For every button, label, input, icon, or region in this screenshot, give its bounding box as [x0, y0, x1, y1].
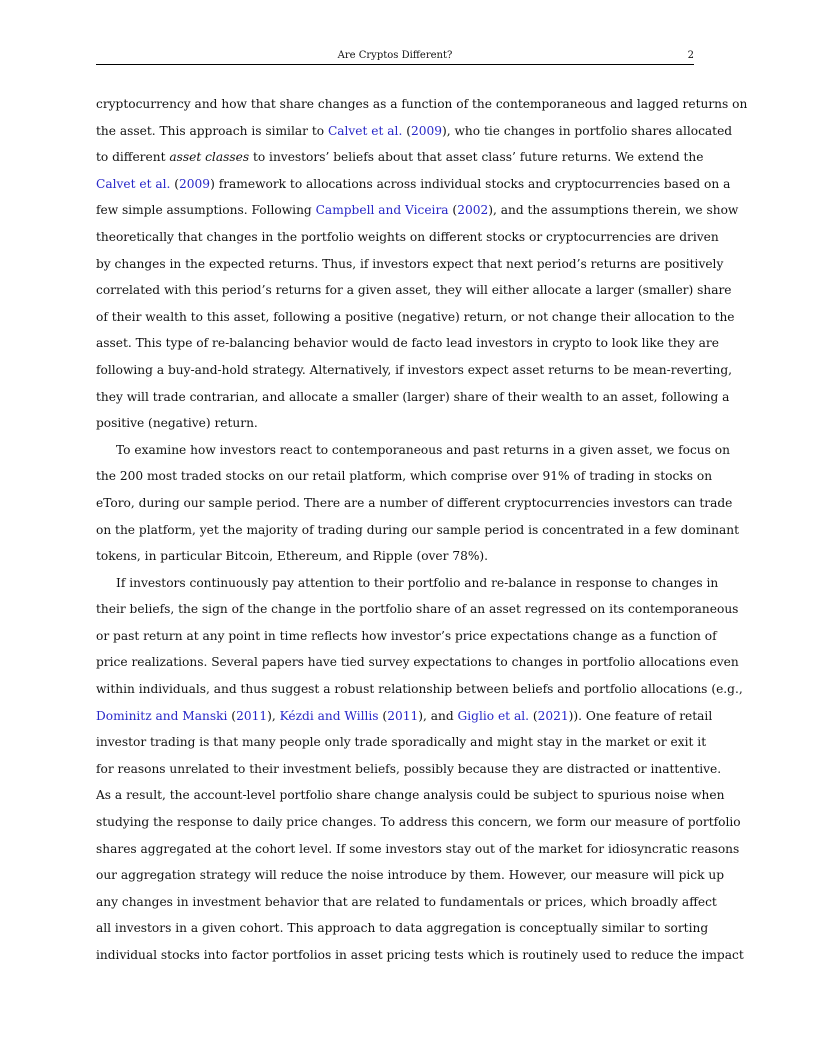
text-line	[96, 171, 731, 198]
text-line	[96, 862, 725, 889]
paragraph	[96, 570, 744, 969]
text-run: any changes in investment behavior that are related to fundamentals or prices, which broadly affect	[96, 894, 717, 909]
text-run: to investors’ beliefs about that asset class’ future returns. We extend the	[249, 150, 704, 165]
citation-link[interactable]: 2011	[387, 708, 419, 723]
text-line	[96, 251, 724, 278]
text-run: all investors in a given cohort. This approach to data aggregation is conceptually similar to sorting	[96, 921, 709, 936]
text-line	[96, 437, 730, 464]
text-run: they will trade contrarian, and allocate a smaller (larger) share of their wealth to an asset, following a	[96, 389, 730, 404]
text-line	[96, 836, 740, 863]
text-line	[96, 490, 733, 517]
text-run: within individuals, and thus suggest a robust relationship between beliefs and portfolio allocations (e.g.,	[96, 682, 743, 697]
text-run: shares aggregated at the cohort level. If some investors stay out of the market for idiosyncratic reasons	[96, 841, 740, 856]
citation-link[interactable]: Calvet et al.	[96, 176, 171, 191]
text-run: for reasons unrelated to their investment beliefs, possibly because they are distracted or inattentive.	[96, 761, 722, 776]
citation-link[interactable]: 2009	[410, 123, 442, 138]
text-line	[96, 384, 730, 411]
citation-link[interactable]: Calvet et al.	[327, 123, 403, 138]
text-run: individual stocks into factor portfolios in asset pricing tests which is routinely used to reduce the impact	[96, 948, 744, 962]
text-line	[96, 703, 713, 730]
text-run: (	[529, 708, 538, 723]
text-run: few simple assumptions. Following	[96, 203, 316, 218]
text-line	[96, 942, 744, 969]
text-line	[96, 517, 740, 544]
text-line	[96, 889, 717, 916]
text-run: ) framework to allocations across individual stocks and cryptocurrencies based on a	[210, 176, 731, 191]
text-run: asset. This type of re-balancing behavior would de facto lead investors in crypto to look like they are	[96, 336, 719, 351]
text-line	[96, 144, 704, 171]
text-line	[96, 277, 732, 304]
citation-link[interactable]: 2011	[236, 708, 268, 723]
text-line	[96, 570, 719, 597]
text-line	[96, 915, 709, 942]
text-line	[96, 197, 739, 224]
text-line	[96, 330, 719, 357]
text-run: on the platform, yet the majority of trading during our sample period is concentrated in a few dominant	[96, 522, 740, 537]
text-run: the asset. This approach is similar to	[96, 123, 328, 138]
text-run: As a result, the account-level portfolio share change analysis could be subject to spurious noise when	[96, 788, 725, 803]
running-header	[96, 50, 694, 65]
body-text	[96, 91, 748, 969]
text-run: to different	[96, 150, 170, 165]
text-run: To examine how investors react to contemporaneous and past returns in a given asset, we focus on	[116, 442, 730, 457]
text-run: tokens, in particular Bitcoin, Ethereum, and Ripple (over 78%).	[96, 549, 489, 564]
text-run: eToro, during our sample period. There are a number of different cryptocurrencies investors can trade	[96, 495, 733, 510]
text-run: theoretically that changes in the portfolio weights on different stocks or cryptocurrencies are driven	[96, 229, 719, 244]
paragraph	[96, 91, 748, 437]
citation-link[interactable]: Dominitz and Manski	[96, 708, 228, 723]
text-run: of their wealth to this asset, following a positive (negative) return, or not change their allocation to the	[96, 309, 735, 324]
text-run: (	[448, 203, 458, 218]
text-line	[96, 596, 739, 623]
text-run: or past return at any point in time reflects how investor’s price expectations change as a function of	[96, 628, 717, 643]
text-run: by changes in the expected returns. Thus, if investors expect that next period’s returns are positively	[96, 256, 724, 271]
text-run: cryptocurrency and how that share changes as a function of the contemporaneous and lagged returns on	[96, 97, 748, 111]
text-run: the 200 most traded stocks on our retail platform, which comprise over 91% of trading in stocks on	[96, 469, 713, 484]
text-line	[96, 304, 735, 331]
text-run: (	[227, 708, 237, 723]
text-run: ), who tie changes in portfolio shares allocated	[442, 123, 733, 138]
citation-link[interactable]: Campbell and Viceira	[315, 203, 449, 218]
paragraph	[96, 437, 740, 570]
citation-link[interactable]: 2009	[179, 176, 211, 191]
text-line	[96, 91, 748, 118]
text-line	[96, 782, 725, 809]
text-line	[96, 809, 741, 836]
text-run: investor trading is that many people only trade sporadically and might stay in the market or exit it	[96, 735, 707, 750]
text-run: (	[170, 176, 180, 191]
text-line	[96, 649, 739, 676]
text-run: studying the response to daily price changes. To address this concern, we form our measure of portfolio	[96, 815, 741, 830]
text-line	[96, 756, 722, 783]
text-line	[96, 410, 694, 437]
text-run: ),	[267, 708, 280, 723]
text-line	[96, 224, 719, 251]
text-run: price realizations. Several papers have tied survey expectations to changes in portfolio allocations even	[96, 655, 739, 670]
page-number: 2	[687, 50, 694, 61]
text-line	[96, 623, 717, 650]
text-run: If investors continuously pay attention to their portfolio and re-balance in response to changes in	[116, 575, 719, 590]
text-line	[96, 729, 707, 756]
text-run: their beliefs, the sign of the change in the portfolio share of an asset regressed on its contemporaneous	[96, 602, 739, 617]
citation-link[interactable]: 2002	[457, 203, 489, 218]
running-title: Are Cryptos Different?	[337, 50, 453, 61]
emphasis-text: asset classes	[169, 150, 250, 165]
text-run: ), and	[418, 708, 458, 723]
text-line	[96, 463, 713, 490]
text-line	[96, 357, 733, 384]
citation-link[interactable]: 2021	[537, 708, 569, 723]
text-line	[96, 676, 743, 703]
text-run: (	[378, 708, 388, 723]
text-run: our aggregation strategy will reduce the noise introduce by them. However, our measure will pick up	[96, 868, 725, 883]
text-line	[96, 543, 694, 570]
citation-link[interactable]: Giglio et al.	[457, 708, 529, 723]
text-run: positive (negative) return.	[96, 416, 258, 431]
text-run: (	[402, 123, 411, 138]
text-run: ), and the assumptions therein, we show	[488, 203, 739, 218]
text-run: )). One feature of retail	[568, 708, 713, 723]
text-run: following a buy-and-hold strategy. Alternatively, if investors expect asset returns to be mean-reverting,	[96, 362, 733, 377]
text-run: correlated with this period’s returns for a given asset, they will either allocate a larger (smaller) share	[96, 283, 732, 298]
citation-link[interactable]: Kézdi and Willis	[279, 708, 379, 723]
text-line	[96, 118, 733, 145]
